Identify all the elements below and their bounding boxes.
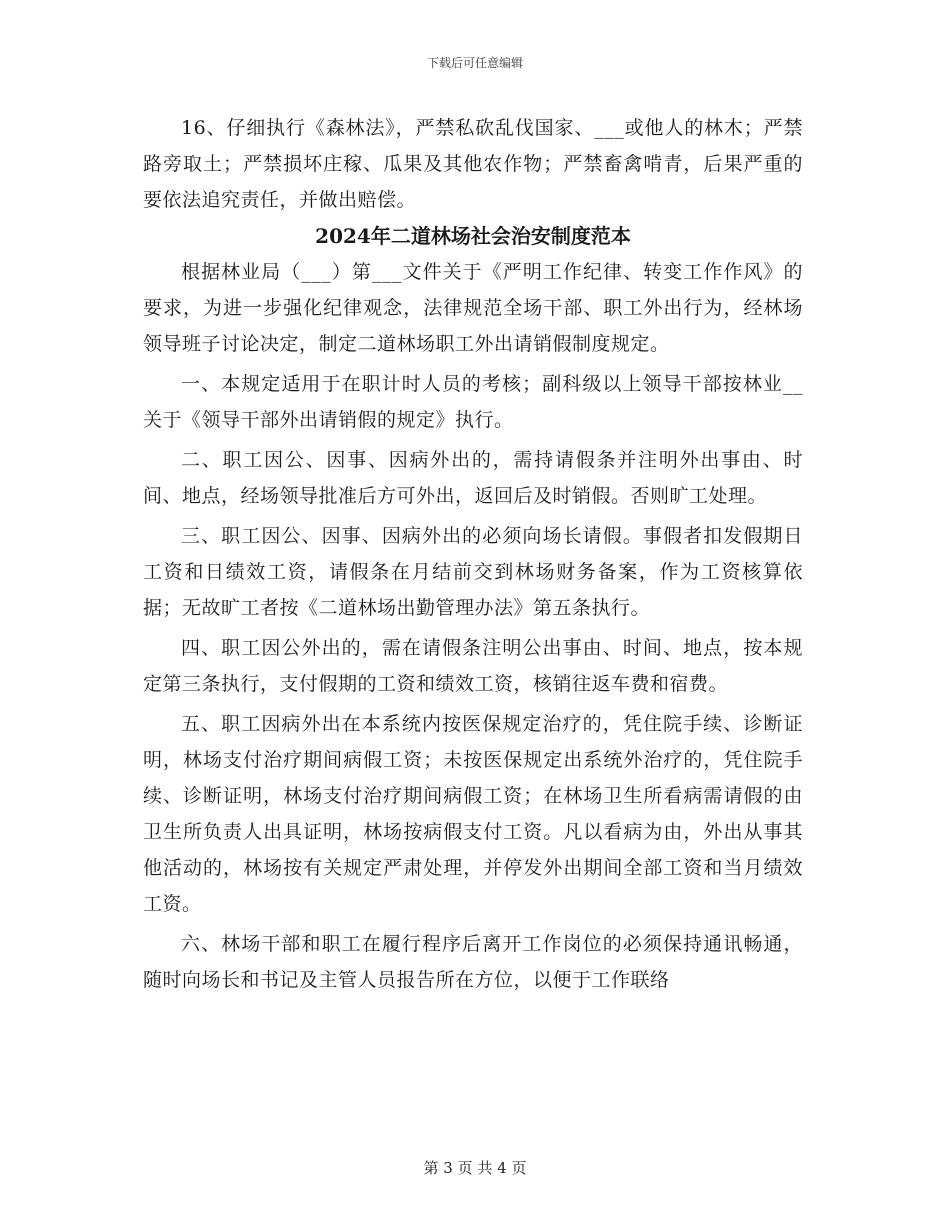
page-number-footer: 第 3 页 共 4 页 bbox=[423, 1159, 527, 1177]
intro-paragraph: 16、仔细执行《森林法》，严禁私砍乱伐国家、___或他人的林木；严禁路旁取土；严禁损坏庄稼、瓜果及其他农作物；严禁畜禽啃青，后果严重的要依法追究责任，并做出赔偿。 bbox=[143, 117, 803, 211]
paragraph-article-4: 四、职工因公外出的，需在请假条注明公出事由、时间、地点，按本规定第三条执行，支付假期的工资和绩效工资，核销往返车费和宿费。 bbox=[143, 637, 803, 695]
paragraph-article-6: 六、林场干部和职工在履行程序后离开工作岗位的必须保持通讯畅通，随时向场长和书记及主管人员报告所在方位，以便于工作联络 bbox=[143, 933, 803, 991]
paragraph-article-1: 一、本规定适用于在职计时人员的考核；副科级以上领导干部按林业__关于《领导干部外出请销假的规定》执行。 bbox=[143, 373, 803, 431]
paragraph-article-3: 三、职工因公、因事、因病外出的必须向场长请假。事假者扣发假期日工资和日绩效工资，请假条在月结前交到林场财务备案，作为工资核算依据；无故旷工者按《二道林场出勤管理办法》第五条执行。 bbox=[143, 525, 803, 619]
document-body bbox=[143, 110, 803, 998]
header-note: 下载后可任意编辑 bbox=[426, 56, 523, 70]
paragraph-article-2: 二、职工因公、因事、因病外出的，需持请假条并注明外出事由、时间、地点，经场领导批准后方可外出，返回后及时销假。否则旷工处理。 bbox=[143, 449, 803, 507]
document-title: 2024年二道林场社会治安制度范本 bbox=[315, 224, 631, 248]
paragraph-article-5: 五、职工因病外出在本系统内按医保规定治疗的，凭住院手续、诊断证明，林场支付治疗期间病假工资；未按医保规定出系统外治疗的，凭住院手续、诊断证明，林场支付治疗期间病假工资；在林场卫生所看病需请假的由卫生所负责人出具证明，林场按病假支付工资。凡以看病为由，外出从事其他活动的，林场按有关规定严肃处理，并停发外出期间全部工资和当月绩效工资。 bbox=[143, 713, 803, 915]
paragraph-preamble: 根据林业局（___）第___文件关于《严明工作纪律、转变工作作风》的要求，为进一步强化纪律观念，法律规范全场干部、职工外出行为，经林场领导班子讨论决定，制定二道林场职工外出请销假制度规定。 bbox=[143, 261, 803, 355]
